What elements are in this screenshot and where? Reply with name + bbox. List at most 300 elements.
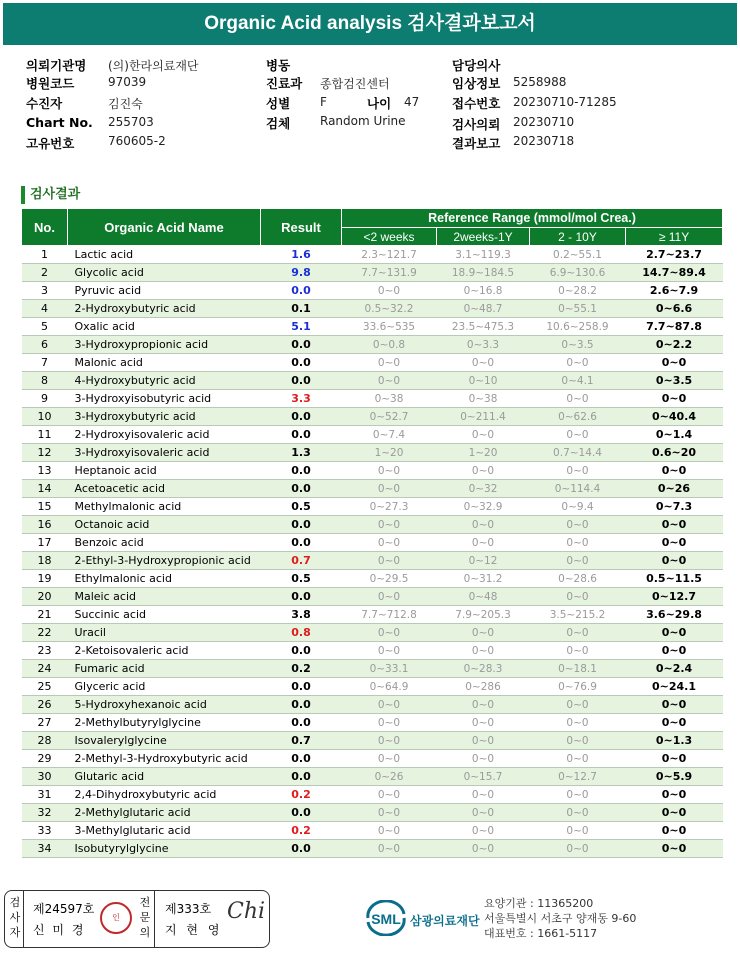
cell-no: 22 [22, 624, 68, 642]
cell-range-infant: 0~0 [437, 696, 530, 714]
table-row [22, 444, 723, 462]
table-row [22, 588, 723, 606]
cell-range-adult: 0~0 [626, 696, 723, 714]
address-line: 서울특별시 서초구 양재동 9-60 [484, 912, 637, 925]
cell-range-newborn: 0~0 [342, 642, 437, 660]
table-row [22, 660, 723, 678]
cell-no: 3 [22, 282, 68, 300]
table-row [22, 300, 723, 318]
cell-result: 0.2 [261, 660, 342, 678]
cell-range-infant: 18.9~184.5 [437, 264, 530, 282]
cell-range-adult: 0~0 [626, 642, 723, 660]
cell-range-child: 0.2~55.1 [530, 246, 626, 264]
info-label-chart-no: Chart No. [26, 115, 93, 130]
cell-result: 0.0 [261, 804, 342, 822]
table-row [22, 282, 723, 300]
table-row [22, 264, 723, 282]
sml-logo-icon [364, 900, 408, 936]
cell-range-adult: 0~0 [626, 786, 723, 804]
cell-range-infant: 23.5~475.3 [437, 318, 530, 336]
info-value-department: 종합검진센터 [320, 77, 390, 91]
cell-range-adult: 0.6~20 [626, 444, 723, 462]
cell-range-infant: 0~32.9 [437, 498, 530, 516]
info-label-sex: 성별 [266, 96, 291, 111]
cell-range-newborn: 0~0 [342, 516, 437, 534]
cell-no: 1 [22, 246, 68, 264]
cell-result: 0.0 [261, 426, 342, 444]
cell-range-infant: 0~0 [437, 732, 530, 750]
info-label-department: 진료과 [266, 76, 303, 91]
cell-range-adult: 0~0 [626, 750, 723, 768]
cell-range-newborn: 0~38 [342, 390, 437, 408]
cell-no: 8 [22, 372, 68, 390]
cell-result: 3.8 [261, 606, 342, 624]
cell-acid-name: Glycolic acid [68, 264, 261, 282]
table-row [22, 822, 723, 840]
cell-range-infant: 0~12 [437, 552, 530, 570]
cell-range-newborn: 0~0 [342, 462, 437, 480]
cell-no: 19 [22, 570, 68, 588]
cell-range-newborn: 0~0 [342, 372, 437, 390]
table-row [22, 390, 723, 408]
cell-no: 21 [22, 606, 68, 624]
header-result: Result [261, 209, 342, 246]
cell-range-newborn: 0~0 [342, 354, 437, 372]
cell-range-child: 0~0 [530, 696, 626, 714]
cell-result: 0.0 [261, 282, 342, 300]
info-value-receipt-no: 20230710-71285 [513, 95, 617, 109]
info-label-specimen: 검체 [266, 116, 291, 131]
cell-range-adult: 0~24.1 [626, 678, 723, 696]
signature-box [4, 890, 270, 948]
table-row [22, 768, 723, 786]
cell-no: 27 [22, 714, 68, 732]
cell-acid-name: Benzoic acid [68, 534, 261, 552]
info-label-receipt-no: 접수번호 [452, 96, 501, 111]
cell-range-infant: 1~20 [437, 444, 530, 462]
cell-range-child: 0~0 [530, 552, 626, 570]
cell-range-adult: 0~7.3 [626, 498, 723, 516]
info-label-report-date: 결과보고 [452, 136, 501, 151]
cell-result: 0.8 [261, 624, 342, 642]
cell-range-infant: 0~0 [437, 534, 530, 552]
seal-stamp-icon: 인 [100, 902, 132, 934]
cell-range-infant: 0~0 [437, 642, 530, 660]
cell-acid-name: 3-Methylglutaric acid [68, 822, 261, 840]
cell-range-newborn: 0~33.1 [342, 660, 437, 678]
cell-result: 0.0 [261, 642, 342, 660]
cell-range-child: 0~9.4 [530, 498, 626, 516]
examiner-license: 제24597호 [33, 902, 95, 916]
cell-result: 0.7 [261, 732, 342, 750]
cell-range-child: 0~4.1 [530, 372, 626, 390]
cell-range-newborn: 0~27.3 [342, 498, 437, 516]
cell-range-newborn: 0.5~32.2 [342, 300, 437, 318]
cell-no: 13 [22, 462, 68, 480]
cell-range-newborn: 33.6~535 [342, 318, 437, 336]
cell-range-child: 0.7~14.4 [530, 444, 626, 462]
examiner-name: 신 미 경 [33, 923, 86, 937]
cell-range-child: 0~0 [530, 624, 626, 642]
cell-range-newborn: 0~0 [342, 804, 437, 822]
cell-range-child: 0~0 [530, 534, 626, 552]
cell-range-child: 0~0 [530, 714, 626, 732]
cell-no: 25 [22, 678, 68, 696]
cell-range-infant: 0~48.7 [437, 300, 530, 318]
cell-result: 0.5 [261, 498, 342, 516]
cell-result: 0.0 [261, 588, 342, 606]
cell-no: 17 [22, 534, 68, 552]
cell-range-infant: 0~0 [437, 624, 530, 642]
cell-range-child: 6.9~130.6 [530, 264, 626, 282]
cell-range-infant: 0~0 [437, 750, 530, 768]
info-value-patient: 김진숙 [108, 97, 143, 111]
cell-range-adult: 7.7~87.8 [626, 318, 723, 336]
cell-range-newborn: 0~0 [342, 696, 437, 714]
cell-range-adult: 0~12.7 [626, 588, 723, 606]
cell-no: 28 [22, 732, 68, 750]
table-row [22, 642, 723, 660]
cell-range-child: 0~0 [530, 786, 626, 804]
cell-result: 0.0 [261, 480, 342, 498]
divider [23, 891, 24, 947]
cell-range-newborn: 0~0 [342, 534, 437, 552]
cell-range-infant: 0~38 [437, 390, 530, 408]
cell-acid-name: 3-Hydroxypropionic acid [68, 336, 261, 354]
cell-range-child: 0~18.1 [530, 660, 626, 678]
cell-range-infant: 0~31.2 [437, 570, 530, 588]
cell-acid-name: 2-Methyl-3-Hydroxybutyric acid [68, 750, 261, 768]
cell-range-adult: 0~0 [626, 552, 723, 570]
cell-acid-name: Isobutyrylglycine [68, 840, 261, 858]
cell-result: 1.3 [261, 444, 342, 462]
examiner-label: 검 사 자 [9, 896, 21, 939]
cell-range-newborn: 0~64.9 [342, 678, 437, 696]
cell-range-adult: 0~5.9 [626, 768, 723, 786]
cell-result: 0.0 [261, 534, 342, 552]
cell-range-infant: 0~28.3 [437, 660, 530, 678]
cell-range-newborn: 0~0 [342, 282, 437, 300]
table-row [22, 624, 723, 642]
cell-range-infant: 0~0 [437, 822, 530, 840]
cell-range-adult: 0~0 [626, 516, 723, 534]
table-row [22, 534, 723, 552]
cell-acid-name: Malonic acid [68, 354, 261, 372]
cell-range-newborn: 0~0 [342, 750, 437, 768]
cell-acid-name: Fumaric acid [68, 660, 261, 678]
specialist-name: 지 현 영 [165, 923, 223, 937]
table-row [22, 750, 723, 768]
cell-range-newborn: 0~26 [342, 768, 437, 786]
cell-range-child: 0~0 [530, 516, 626, 534]
cell-range-child: 0~0 [530, 750, 626, 768]
header-range-child: 2 - 10Y [530, 228, 626, 246]
cell-no: 11 [22, 426, 68, 444]
cell-acid-name: Heptanoic acid [68, 462, 261, 480]
header-range-infant: 2weeks-1Y [437, 228, 530, 246]
cell-range-newborn: 1~20 [342, 444, 437, 462]
header-range-adult: ≥ 11Y [626, 228, 723, 246]
cell-acid-name: Isovalerylglycine [68, 732, 261, 750]
cell-acid-name: 5-Hydroxyhexanoic acid [68, 696, 261, 714]
table-row [22, 372, 723, 390]
cell-result: 0.0 [261, 462, 342, 480]
info-label-request-date: 검사의뢰 [452, 117, 501, 132]
cell-range-infant: 0~48 [437, 588, 530, 606]
cell-range-child: 3.5~215.2 [530, 606, 626, 624]
table-row [22, 696, 723, 714]
cell-no: 14 [22, 480, 68, 498]
cell-result: 9.8 [261, 264, 342, 282]
cell-no: 5 [22, 318, 68, 336]
table-row [22, 246, 723, 264]
cell-result: 0.0 [261, 696, 342, 714]
lab-name: 삼광의료재단 [410, 914, 480, 928]
cell-no: 18 [22, 552, 68, 570]
results-table [21, 208, 723, 858]
info-value-sex: F [320, 95, 327, 109]
cell-acid-name: Maleic acid [68, 588, 261, 606]
cell-range-child: 0~3.5 [530, 336, 626, 354]
cell-range-newborn: 0~0 [342, 480, 437, 498]
cell-range-adult: 3.6~29.8 [626, 606, 723, 624]
cell-result: 0.1 [261, 300, 342, 318]
specialist-label: 전 문 의 [139, 896, 151, 939]
cell-range-child: 10.6~258.9 [530, 318, 626, 336]
cell-no: 31 [22, 786, 68, 804]
cell-range-child: 0~0 [530, 840, 626, 858]
table-row [22, 426, 723, 444]
cell-acid-name: Glyceric acid [68, 678, 261, 696]
info-label-unique-no: 고유번호 [26, 136, 75, 151]
cell-acid-name: Ethylmalonic acid [68, 570, 261, 588]
cell-range-infant: 0~0 [437, 516, 530, 534]
cell-acid-name: 2-Hydroxybutyric acid [68, 300, 261, 318]
info-value-chart-no: 255703 [108, 115, 154, 129]
cell-acid-name: Oxalic acid [68, 318, 261, 336]
cell-range-child: 0~114.4 [530, 480, 626, 498]
cell-acid-name: 2-Ketoisovaleric acid [68, 642, 261, 660]
cell-range-infant: 0~0 [437, 840, 530, 858]
cell-range-adult: 0~0 [626, 804, 723, 822]
cell-range-infant: 0~32 [437, 480, 530, 498]
cell-range-child: 0~0 [530, 804, 626, 822]
header-range-newborn: <2 weeks [342, 228, 437, 246]
info-label-clinical: 임상정보 [452, 76, 501, 91]
cell-range-child: 0~55.1 [530, 300, 626, 318]
cell-range-newborn: 0~29.5 [342, 570, 437, 588]
cell-range-adult: 0~0 [626, 462, 723, 480]
table-row [22, 840, 723, 858]
cell-acid-name: 3-Hydroxyisovaleric acid [68, 444, 261, 462]
cell-range-newborn: 0~0 [342, 552, 437, 570]
cell-range-child: 0~0 [530, 732, 626, 750]
cell-acid-name: 3-Hydroxybutyric acid [68, 408, 261, 426]
cell-range-adult: 0~0 [626, 390, 723, 408]
table-row [22, 678, 723, 696]
patient-info [0, 54, 740, 154]
cell-result: 5.1 [261, 318, 342, 336]
cell-result: 0.7 [261, 552, 342, 570]
cell-range-adult: 0~0 [626, 534, 723, 552]
cell-range-child: 0~28.6 [530, 570, 626, 588]
cell-no: 10 [22, 408, 68, 426]
cell-range-adult: 14.7~89.4 [626, 264, 723, 282]
cell-acid-name: Pyruvic acid [68, 282, 261, 300]
cell-no: 12 [22, 444, 68, 462]
cell-range-adult: 0~2.2 [626, 336, 723, 354]
cell-range-newborn: 0~0 [342, 786, 437, 804]
cell-range-adult: 2.7~23.7 [626, 246, 723, 264]
divider [154, 891, 155, 947]
info-value-institution: (의)한라의료재단 [108, 59, 199, 73]
cell-range-newborn: 2.3~121.7 [342, 246, 437, 264]
cell-range-child: 0~12.7 [530, 768, 626, 786]
cell-range-adult: 0~1.3 [626, 732, 723, 750]
cell-no: 34 [22, 840, 68, 858]
cell-range-infant: 0~0 [437, 426, 530, 444]
cell-range-newborn: 0~7.4 [342, 426, 437, 444]
table-row [22, 480, 723, 498]
cell-range-infant: 0~16.8 [437, 282, 530, 300]
cell-range-adult: 2.6~7.9 [626, 282, 723, 300]
cell-result: 0.0 [261, 768, 342, 786]
info-label-ward: 병동 [266, 58, 291, 73]
cell-range-adult: 0~26 [626, 480, 723, 498]
cell-range-child: 0~0 [530, 354, 626, 372]
cell-range-infant: 0~0 [437, 462, 530, 480]
cell-range-infant: 0~15.7 [437, 768, 530, 786]
table-row [22, 804, 723, 822]
cell-range-adult: 0.5~11.5 [626, 570, 723, 588]
cell-acid-name: Lactic acid [68, 246, 261, 264]
cell-range-child: 0~0 [530, 462, 626, 480]
cell-result: 0.0 [261, 840, 342, 858]
cell-range-child: 0~28.2 [530, 282, 626, 300]
cell-acid-name: 4-Hydroxybutyric acid [68, 372, 261, 390]
cell-range-infant: 0~0 [437, 714, 530, 732]
cell-range-newborn: 0~0 [342, 822, 437, 840]
cell-no: 7 [22, 354, 68, 372]
cell-result: 0.0 [261, 750, 342, 768]
cell-result: 0.0 [261, 336, 342, 354]
info-label-hospital-code: 병원코드 [26, 76, 75, 91]
cell-range-newborn: 0~0 [342, 840, 437, 858]
info-label-patient: 수진자 [26, 96, 63, 111]
cell-range-newborn: 7.7~712.8 [342, 606, 437, 624]
cell-result: 0.0 [261, 714, 342, 732]
cell-no: 4 [22, 300, 68, 318]
cell-range-infant: 3.1~119.3 [437, 246, 530, 264]
signature: Chi [227, 899, 266, 924]
logo-text: SML [371, 911, 401, 927]
cell-acid-name: 2-Methylbutyrylglycine [68, 714, 261, 732]
table-row [22, 354, 723, 372]
cell-range-newborn: 7.7~131.9 [342, 264, 437, 282]
address-line: 요양기관 : 11365200 [484, 897, 594, 910]
cell-range-adult: 0~0 [626, 714, 723, 732]
info-value-request-date: 20230710 [513, 115, 575, 129]
info-label-age: 나이 [367, 96, 392, 111]
table-row [22, 786, 723, 804]
cell-result: 0.0 [261, 372, 342, 390]
cell-range-infant: 0~10 [437, 372, 530, 390]
cell-no: 32 [22, 804, 68, 822]
cell-no: 23 [22, 642, 68, 660]
cell-acid-name: 2-Methylglutaric acid [68, 804, 261, 822]
cell-result: 0.2 [261, 822, 342, 840]
cell-result: 3.3 [261, 390, 342, 408]
cell-result: 0.0 [261, 516, 342, 534]
cell-range-child: 0~0 [530, 426, 626, 444]
cell-range-infant: 0~0 [437, 804, 530, 822]
info-value-unique-no: 760605-2 [108, 134, 166, 148]
cell-result: 0.2 [261, 786, 342, 804]
cell-range-adult: 0~2.4 [626, 660, 723, 678]
cell-acid-name: 2-Hydroxyisovaleric acid [68, 426, 261, 444]
cell-result: 0.0 [261, 354, 342, 372]
cell-no: 30 [22, 768, 68, 786]
cell-range-adult: 0~0 [626, 822, 723, 840]
cell-range-newborn: 0~0 [342, 714, 437, 732]
results-body [22, 246, 723, 858]
cell-result: 0.0 [261, 678, 342, 696]
cell-range-newborn: 0~0 [342, 732, 437, 750]
table-row [22, 516, 723, 534]
cell-range-adult: 0~0 [626, 624, 723, 642]
cell-no: 6 [22, 336, 68, 354]
cell-range-newborn: 0~52.7 [342, 408, 437, 426]
cell-acid-name: 3-Hydroxyisobutyric acid [68, 390, 261, 408]
table-row [22, 408, 723, 426]
header-no: No. [22, 209, 68, 246]
info-label-doctor: 담당의사 [452, 58, 501, 73]
cell-range-infant: 0~0 [437, 354, 530, 372]
cell-no: 2 [22, 264, 68, 282]
cell-acid-name: Uracil [68, 624, 261, 642]
cell-no: 15 [22, 498, 68, 516]
cell-acid-name: Octanoic acid [68, 516, 261, 534]
cell-no: 26 [22, 696, 68, 714]
table-row [22, 552, 723, 570]
header-reference: Reference Range (mmol/mol Crea.) [342, 209, 723, 228]
report-title: Organic Acid analysis 검사결과보고서 [3, 3, 737, 45]
cell-acid-name: 2,4-Dihydroxybutyric acid [68, 786, 261, 804]
cell-range-adult: 0~40.4 [626, 408, 723, 426]
cell-range-adult: 0~6.6 [626, 300, 723, 318]
cell-range-child: 0~0 [530, 642, 626, 660]
specialist-license: 제333호 [165, 902, 212, 916]
cell-no: 33 [22, 822, 68, 840]
cell-range-infant: 0~211.4 [437, 408, 530, 426]
section-title: 검사결과 [21, 186, 80, 204]
cell-range-newborn: 0~0.8 [342, 336, 437, 354]
cell-range-newborn: 0~0 [342, 588, 437, 606]
table-row [22, 462, 723, 480]
table-row [22, 336, 723, 354]
table-row [22, 318, 723, 336]
info-value-clinical: 5258988 [513, 75, 567, 89]
info-value-age: 47 [404, 95, 420, 109]
cell-result: 1.6 [261, 246, 342, 264]
cell-range-infant: 0~3.3 [437, 336, 530, 354]
cell-no: 16 [22, 516, 68, 534]
table-row [22, 498, 723, 516]
address-line: 대표번호 : 1661-5117 [484, 927, 598, 940]
cell-range-adult: 0~0 [626, 840, 723, 858]
info-value-hospital-code: 97039 [108, 75, 147, 89]
info-label-institution: 의뢰기관명 [26, 58, 87, 73]
